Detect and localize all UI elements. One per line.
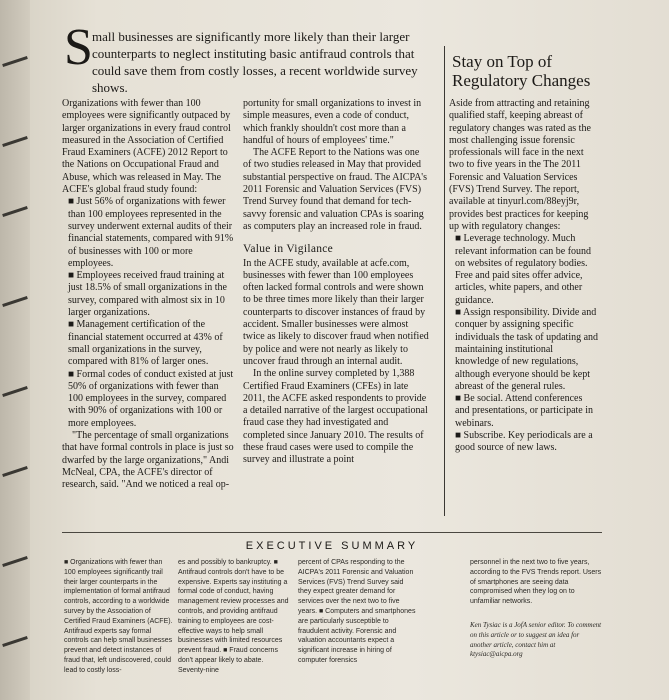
binding-mark [2,56,28,67]
bullet-item: ■ Leverage technology. Much relevant information can be found on websites of regulatory bodies. Free and paid sites offer advice, articles, white papers, and other guidance. [455,233,592,306]
binding-mark [2,136,28,147]
drop-cap: S [64,19,93,76]
article-column-2 [243,98,430,467]
binding-mark [2,296,28,307]
paragraph: personnel in the next two to five years, according to the FVS Trends report. Users of smartphones are seeing data compromised when they log on to unfamiliar networks. [470,559,602,606]
executive-summary-col-3: percent of CPAs responding to the AICPA's 2011 Forensic and Valuation Services (FVS) Trend Survey said they expect greater demand for services over the next two to five years. ■ Computers and smartphones are particularly susceptible to fraudulent activity. Forensic and valuation accountants expect a significant increase in hiring of computer forensics [298,559,416,664]
executive-summary-col-2: es and possibly to bankruptcy. ■ Antifraud controls don't have to be expensive. Experts say instituting a formal code of conduct, having management review processes and controls, and providing antifraud training to employees are cost-effective ways to help small businesses with limited resources prevent fraud. ■ Fraud concerns don't appear likely to abate. Seventy-nine [178,559,289,674]
article-lede: mall businesses are significantly more likely than their larger counterparts to neglect instituting basic antifraud controls that could save them from costly losses, a recent worldwide survey shows. [92,29,418,95]
paragraph: portunity for small organizations to invest in simple measures, even a code of conduct, which frankly shouldn't cost more than a handful of hours of employees' time." [243,98,422,146]
page-binding-edge [0,0,30,700]
paragraph: In the online survey completed by 1,388 Certified Fraud Examiners (CFEs) in late 2011, the ACFE asked respondents to provide a detailed narrative of the largest occupational fraud case they had investigated and completed since January 2010. The results of these fraud cases were used to compile the survey and illustrate a point [243,368,428,466]
bullet-item: ■ Assign responsibility. Divide and conquer by assigning specific individuals the task of updating and maintaining institutional knowledge of new regulations, although everyone should be kept abreast of the general rules. [455,307,599,392]
sidebar-divider [444,46,445,516]
bullet-item: ■ Employees received fraud training at just 18.5% of small organizations in the survey, compared with almost six in 10 larger organizations. [68,270,227,319]
binding-mark [2,206,28,217]
bullet-item: ■ Just 56% of organizations with fewer than 100 employees represented in the survey underwent external audits of their financial statements, compared with 91% of businesses with 100 or more employees. [68,196,234,269]
sidebar-body [449,98,599,455]
author-credit: Ken Tysiac is a JofA senior editor. To comment on this article or to suggest an idea for another article, contact him at ktysiac@aicpa.org [470,620,602,659]
paragraph: In the ACFE study, available at acfe.com, businesses with fewer than 100 employees often lacked formal controls and were shown to be three times more likely than their larger counterparts to discover instances of fraud by accident. Smaller businesses were almost twice as likely to discover fraud when notified by police and were not nearly as likely to uncover fraud through an internal audit. [243,257,429,367]
executive-summary-col-4 [470,558,602,700]
paragraph: The ACFE Report to the Nations was one of two studies released in May that provided substantial perspective on fraud. The AICPA's 2011 Forensic and Valuation Services (FVS) Trend Survey found that demand for tech-savvy forensic and valuation CPAs is soaring as computers play an increased role in fraud. [243,147,427,232]
bullet-item: ■ Management certification of the financial statement occurred at 43% of small organizations in the survey, compared with 81% of larger ones. [68,319,223,368]
sidebar-title: Stay on Top of Regulatory Changes [452,52,591,90]
binding-mark [2,636,28,647]
binding-mark [2,466,28,477]
executive-summary-title: EXECUTIVE SUMMARY [245,540,419,552]
section-heading: Value in Vigilance [243,243,334,256]
bullet-item: ■ Be social. Attend conferences and presentations, or participate in webinars. [455,393,594,429]
bullet-item: ■ Subscribe. Key periodicals are a good source of new laws. [455,430,593,454]
paragraph: Aside from attracting and retaining qualified staff, keeping abreast of regulatory changes was rated as the most challenging issue forensic professionals will face in the next two to five years in the The 2011 Forensic and Valuation Services (FVS) Trend Survey. The report, available at tinyurl.com/88eyj9r, provides best practices for keeping up with regulatory changes: [449,98,591,232]
paragraph: Organizations with fewer than 100 employees were significantly outpaced by larger organizations in every fraud control measured in the Association of Certified Fraud Examiners (ACFE) 2012 Report to the Nations on Occupational Fraud and Abuse, which was released in May. The ACFE's global fraud study found: [62,98,231,196]
divider [62,532,602,533]
binding-mark [2,386,28,397]
executive-summary-col-1: ■ Organizations with fewer than 100 employees significantly trail their larger counterparts in the implementation of formal antifraud controls, according to a worldwide survey by the Association of Certified Fraud Examiners (ACFE). Antifraud experts say formal controls can help small businesses prevent and detect instances of fraud that, left undiscovered, could lead to costly loss- [64,559,173,674]
bullet-item: ■ Formal codes of conduct existed at just 50% of organizations with fewer than 100 employees in the survey, compared with 90% of organizations with 100 or more employees. [68,368,234,429]
paragraph: "The percentage of small organizations that have formal controls in place is just so dwarfed by the large organizations," Andi McNeal, CPA, the ACFE's director of research, said. "And we noticed a real op- [62,430,234,491]
article-column-1 [62,98,234,492]
binding-mark [2,556,28,567]
